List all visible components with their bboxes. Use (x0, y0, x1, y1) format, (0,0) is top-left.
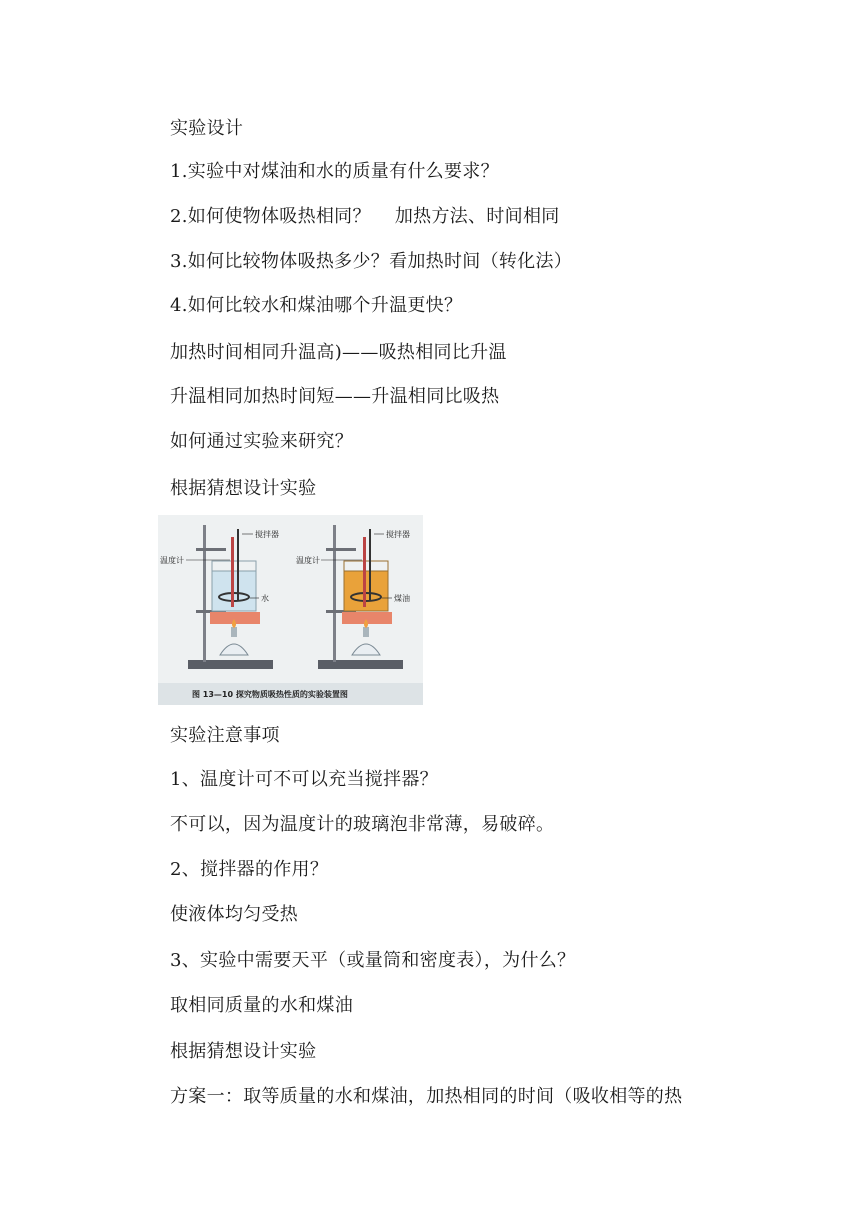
label-stirrer-left: 搅拌器 (255, 530, 279, 539)
precaution-answer-3: 取相同质量的水和煤油 (170, 995, 353, 1016)
apparatus-illustration (158, 515, 423, 705)
precautions-heading: 实验注意事项 (170, 725, 280, 746)
precaution-answer-1: 不可以，因为温度计的玻璃泡非常薄，易破碎。 (170, 814, 555, 835)
question-1: 1.实验中对煤油和水的质量有什么要求？ (170, 161, 499, 182)
label-kerosene: 煤油 (394, 594, 410, 603)
precaution-question-3: 3、实验中需要天平（或量筒和密度表），为什么？ (170, 950, 576, 971)
label-stirrer-right: 搅拌器 (386, 530, 410, 539)
label-thermometer-right: 温度计 (296, 556, 320, 565)
figure-caption: 图 13—10 探究物质吸热性质的实验装置图 (192, 690, 348, 699)
precaution-answer-2: 使液体均匀受热 (170, 904, 299, 925)
design-heading: 根据猜想设计实验 (170, 478, 317, 499)
question-2: 2.如何使物体吸热相同？ 加热方法、时间相同 (170, 206, 560, 227)
method-line-2: 升温相同加热时间短——升温相同比吸热 (170, 386, 500, 407)
plan-one: 方案一：取等质量的水和煤油，加热相同的时间（吸收相等的热 (170, 1086, 683, 1107)
question-3: 3.如何比较物体吸热多少？看加热时间（转化法） (170, 251, 573, 272)
apparatus-figure (158, 515, 423, 705)
precaution-question-1: 1、温度计可不可以充当搅拌器？ (170, 769, 438, 790)
design-heading-2: 根据猜想设计实验 (170, 1041, 317, 1062)
question-4: 4.如何比较水和煤油哪个升温更快？ (170, 295, 463, 316)
research-question: 如何通过实验来研究？ (170, 431, 353, 452)
label-thermometer-left: 温度计 (160, 556, 184, 565)
method-line-1: 加热时间相同升温高)——吸热相同比升温 (170, 342, 507, 363)
section-heading-experiment-design: 实验设计 (170, 118, 244, 139)
label-water: 水 (261, 594, 269, 603)
precaution-question-2: 2、搅拌器的作用？ (170, 859, 329, 880)
